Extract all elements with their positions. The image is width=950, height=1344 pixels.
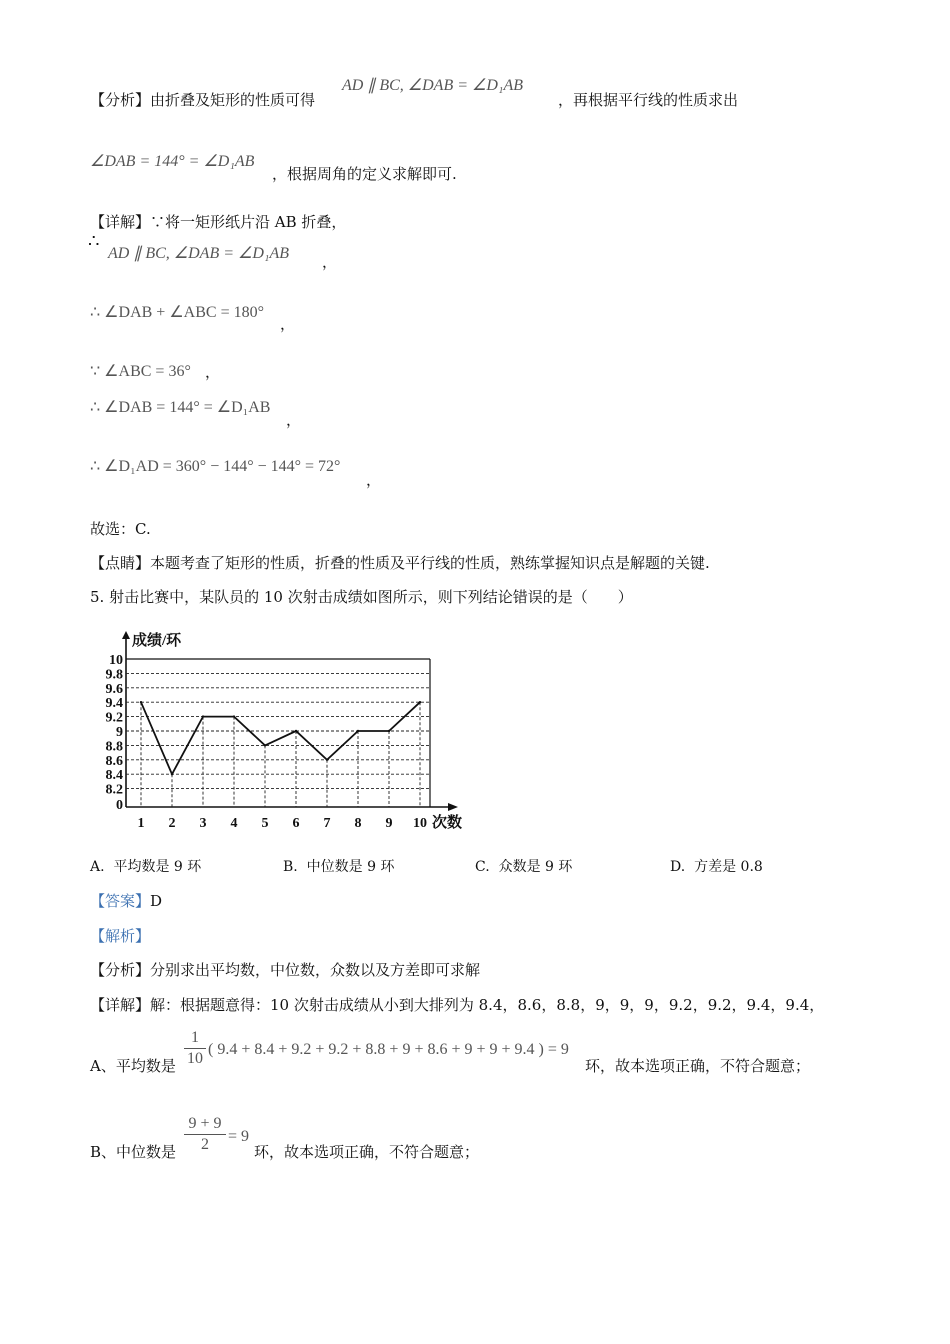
- data-point: [264, 744, 266, 746]
- y-tick-label: 9.8: [105, 667, 123, 683]
- x-tick-label: 2: [168, 816, 176, 831]
- mean-suffix: 环，故本选项正确，不符合题意；: [585, 1057, 811, 1075]
- data-point: [233, 715, 235, 717]
- x-tick-label: 10: [413, 816, 427, 831]
- detail-step-5: ∴ ∠D₁AD = 360° − 144° − 144° = 72°: [90, 458, 341, 475]
- data-point: [388, 730, 390, 732]
- answer-value: D: [150, 892, 163, 910]
- detail-therefore-symbol: ∴: [88, 231, 100, 252]
- median-suffix: 环，故本选项正确，不符合题意；: [254, 1143, 480, 1161]
- question-5-text: 5. 射击比赛中，某队员的 10 次射击成绩如图所示，则下列结论错误的是（ ）: [90, 588, 633, 606]
- y-tick-label: 8.4: [105, 768, 123, 784]
- score-series-line: [141, 702, 420, 774]
- median-fraction: [184, 1114, 226, 1155]
- mean-fraction-den: 10: [184, 1048, 206, 1069]
- analysis-text-b: ，再根据平行线的性质求出: [558, 91, 739, 109]
- solution-analysis-text: 分别求出平均数，中位数，众数以及方差即可求解: [150, 961, 481, 979]
- x-tick-label: 1: [137, 816, 145, 831]
- detail-step-1: AD ∥ BC, ∠DAB = ∠D₁AB: [108, 245, 290, 262]
- x-tick-label: 7: [323, 816, 331, 831]
- x-axis-title: 次数: [432, 815, 463, 831]
- jiexi-tag: 【解析】: [90, 927, 151, 945]
- data-point: [140, 701, 142, 703]
- y-tick-label: 9.6: [105, 681, 123, 697]
- x-tick-label: 3: [199, 816, 207, 831]
- option-b-label: B.: [283, 859, 298, 875]
- detail-comma-3: ，: [205, 363, 221, 381]
- option-c-text: 众数是 9 环: [498, 859, 573, 875]
- option-b[interactable]: [283, 857, 394, 877]
- option-b-text: 中位数是 9 环: [306, 859, 395, 875]
- y-axis-title: 成绩/环: [132, 633, 182, 649]
- data-point: [419, 701, 421, 703]
- y-tick-label: 8.8: [105, 739, 123, 755]
- detail-step-2: ∴ ∠DAB + ∠ABC = 180°: [90, 304, 264, 321]
- option-d-label: D.: [670, 859, 686, 875]
- mean-prefix: A、平均数是: [90, 1057, 176, 1075]
- analysis-line-1: [90, 90, 315, 110]
- x-tick-label: 9: [385, 816, 393, 831]
- x-axis-arrow: [448, 803, 458, 811]
- comment-tag: 【点睛】: [90, 554, 151, 572]
- x-tick-label: 4: [230, 816, 238, 831]
- analysis-math-b: ∠DAB = 144° = ∠D₁AB: [90, 153, 255, 170]
- analysis-math-a: AD ∥ BC, ∠DAB = ∠D₁AB: [342, 77, 524, 94]
- analysis-text-c: ，根据周角的定义求解即可.: [272, 165, 457, 183]
- option-c-label: C.: [475, 859, 490, 875]
- answer-tag: 【答案】: [90, 892, 151, 910]
- solution-detail-text: 解：根据题意得：10 次射击成绩从小到大排列为 8.4，8.6，8.8，9，9，9，9.2，9.2，9.4，9.4，: [150, 996, 825, 1014]
- data-point: [326, 759, 328, 761]
- y-tick-label: 9.4: [105, 696, 123, 712]
- analysis-tag: 【分析】: [90, 91, 151, 109]
- median-prefix: B、中位数是: [90, 1143, 177, 1161]
- y-tick-label: 9: [116, 725, 123, 740]
- solution-analysis-line: [90, 960, 480, 980]
- x-tick-label: 6: [292, 816, 300, 831]
- x-tick-label: 5: [261, 816, 269, 831]
- y-tick-label: 0: [116, 798, 123, 813]
- data-point: [357, 730, 359, 732]
- data-point: [171, 773, 173, 775]
- y-tick-label: 8.6: [105, 753, 123, 769]
- detail-comma-2: ，: [280, 315, 296, 333]
- option-a-text: 平均数是 9 环: [113, 859, 202, 875]
- median-fraction-den: 2: [184, 1134, 226, 1155]
- analysis-text-a: 由折叠及矩形的性质可得: [150, 91, 316, 109]
- comment-text: 本题考查了矩形的性质，折叠的性质及平行线的性质，熟练掌握知识点是解题的关键.: [150, 554, 710, 572]
- data-point: [295, 730, 297, 732]
- detail-answer: 故选：C.: [90, 520, 151, 538]
- detail-comma-4: ，: [286, 411, 302, 429]
- detail-step-3: ∵ ∠ABC = 36°: [90, 363, 191, 380]
- median-fraction-num: 9 + 9: [188, 1115, 222, 1132]
- median-eq: = 9: [228, 1128, 250, 1145]
- mean-fraction-num: 1: [191, 1029, 199, 1046]
- option-c[interactable]: [475, 857, 572, 877]
- detail-comma-5: ，: [366, 471, 382, 489]
- y-tick-label: 10: [109, 653, 123, 668]
- solution-detail-tag: 【详解】: [90, 996, 151, 1014]
- detail-intro: ∵将一矩形纸片沿 AB 折叠，: [150, 213, 347, 231]
- detail-step-4: ∴ ∠DAB = 144° = ∠D₁AB: [90, 399, 271, 416]
- detail-line-intro: [90, 212, 346, 232]
- data-point: [202, 715, 204, 717]
- y-tick-label: 9.2: [105, 710, 123, 726]
- solution-analysis-tag: 【分析】: [90, 961, 151, 979]
- mean-fraction: [184, 1028, 206, 1069]
- detail-comma-1: ，: [322, 253, 338, 271]
- option-a-label: A.: [90, 859, 105, 875]
- option-d-text: 方差是 0.8: [694, 859, 763, 875]
- x-tick-label: 8: [354, 816, 362, 831]
- mean-expression: ( 9.4 + 8.4 + 9.2 + 9.2 + 8.8 + 9 + 8.6 + 9 + 9 + 9.4 ) = 9: [208, 1041, 569, 1058]
- option-d[interactable]: [670, 857, 763, 877]
- detail-tag: 【详解】: [90, 213, 151, 231]
- solution-detail-line: [90, 995, 824, 1015]
- score-line-chart: [90, 625, 480, 835]
- option-a[interactable]: [90, 857, 201, 877]
- y-axis-arrow: [122, 631, 130, 639]
- answer-line: [90, 891, 162, 911]
- comment-line: [90, 553, 710, 573]
- y-tick-label: 8.2: [105, 782, 123, 798]
